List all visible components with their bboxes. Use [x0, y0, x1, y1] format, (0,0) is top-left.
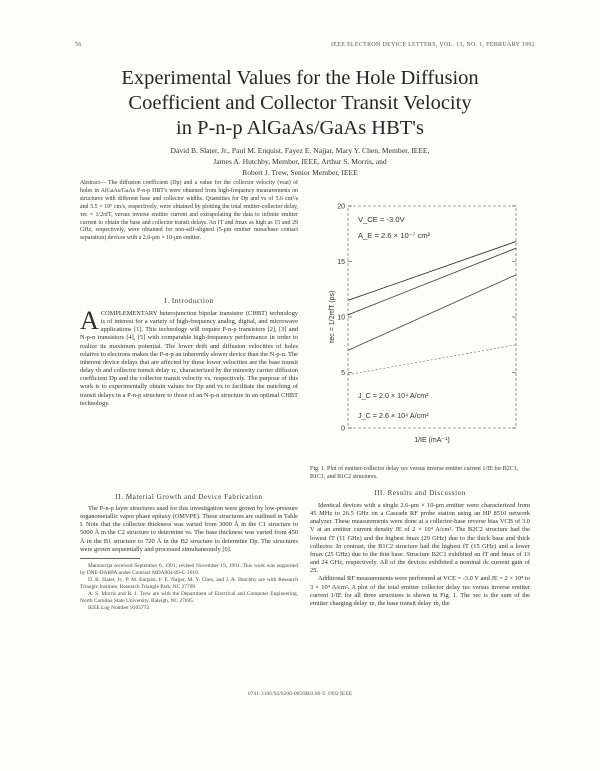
section-heading-results: III. Results and Discussion — [374, 489, 466, 497]
x-axis-label: 1/IE (mA⁻¹) — [414, 437, 450, 444]
emitter-area-annotation: A_E = 2.6 × 10⁻⁷ cm² — [358, 231, 431, 240]
y-tick-label: 20 — [337, 203, 345, 211]
intro-body: heterojunction bipolar transistor (CHBT) technology is of interest for a variety of high-frequency analog, digital, and microwave applications [1]. This technology will require P-n-p transistors [2], [3] and N-p-n transistors [4], [5] with comparable high-frequency performance in order to realize its maximum potential. The lower drift and diffusion velocities of holes relative to electrons makes the P-n-p an inherently slower device than the N-p-n. The inherent device delays that are affected by these lower velocities are the base transit delay τb and collector transit delay τc, characterized by the minority carrier diffusion coefficient Dp and the collector transit velocity vs, respectively. The purpose of this work is to experimentally obtain values for Dp and vs to facilitate the matching of transit delays in a P-n-p structure to those of an N-p-n structure in an optimal CHBT technology. — [80, 310, 298, 407]
footnotes — [80, 563, 298, 612]
vce-annotation: V_CE = -3.0V — [358, 215, 405, 224]
fig1-chart — [312, 200, 530, 462]
y-axis-label: τec = 1/2πfT (ps) — [329, 290, 336, 344]
author-line-2: James A. Hutchby, Member, IEEE, Arthur S. Morris, and — [213, 157, 387, 166]
running-header: IEEE ELECTRON DEVICE LETTERS, VOL. 13, NO. 1, FEBRUARY 1992 — [330, 42, 535, 48]
results-text — [310, 502, 530, 608]
title-line-1: Experimental Values for the Hole Diffusion — [121, 67, 479, 89]
paper-title — [60, 66, 540, 141]
reference-line — [348, 345, 516, 375]
abstract: Abstract— The diffusion coefficient (Dp) and a value for the collector velocity (vsat) of holes in AlGaAs/GaAs P-n-p HBT's were obtained from high-frequency measurements on structures with different base and collector widths. Quantities for Dp and vs of 5.6 cm²/s and 5.5 × 10⁶ cm/s, respectively, were obtained by plotting the total emitter-collector delay, τec = 1/2πfT, versus inverse emitter current and extrapolating the data to infinite emitter current to obtain the base and collector transit delays. An fT and fmax as high as 15 and 29 GHz, respectively, were obtained for non-self-aligned (5-μm emitter mesa/base contact separation) devices with a 2.6-μm × 10-μm emitter. — [80, 180, 298, 242]
series-line-b1c2 — [348, 275, 516, 350]
series-line-b1c1 — [348, 248, 516, 315]
results-paragraph-1: Identical devices with a single 2.6-μm × 10-μm emitter were characterized from 45 MHz to 26.5 GHz on a Cascade RF probe station using an HP 8510 network analyzer. These measurements were done at a collector-base reverse bias VCB of 3.0 V at an emitter current density JE of 2 × 10⁴ A/cm². The B2C2 structure had the lowest fT (11 GHz) and the highest fmax (29 GHz) due to the thick base and thick collector. In contrast, the B1C2 structure had the highest fT (15 GHz) and a lower fmax (25 GHz) due to the thin base. Structure B2C1 exhibited an fT and fmax of 13 and 24 GHz, respectively. All of the devices exhibited a nominal dc current gain of 25. — [310, 502, 530, 575]
author-list — [100, 145, 500, 178]
footnote: IEEE Log Number 9105772. — [88, 605, 151, 611]
section-heading-growth: II. Material Growth and Device Fabrication — [115, 493, 263, 501]
section-heading-introduction: I. Introduction — [164, 297, 214, 305]
y-tick-label: 15 — [337, 259, 345, 266]
results-paragraph-2: Additional RF measurements were performed at VCE = -3.0 V and JE = 2 × 10⁴ to 3 × 10⁴ A/cm². A plot of the total emitter collector delay τec versus inverse emitter current 1/IE for all three structures is shown in Fig. 1. The τec is the sum of the emitter charging delay τe, the base transit delay τb, the — [310, 575, 530, 607]
drop-cap: A — [80, 306, 99, 335]
growth-text — [80, 505, 298, 554]
intro-first-word: COMPLEMENTARY — [100, 310, 158, 317]
footnote: Manuscript received September 6, 1991; revised November 19, 1991. This work was supported by DNE-DARPA under Contract MDA904-89-C-1010. — [80, 563, 298, 576]
footnote-rule — [80, 558, 140, 559]
copyright-line: 0741-3106/92/0200-0056$03.00 © 1992 IEEE — [247, 691, 353, 697]
introduction-text — [80, 306, 298, 408]
footnote: A. S. Morris and R. J. Trew are with the Department of Electrical and Computer Engineering, North Carolina State University, Raleigh, NC 27695. — [80, 591, 298, 604]
jc-annotation-1: J_C = 2.0 × 10⁴ A/cm² — [358, 391, 429, 400]
y-tick-label: 5 — [341, 370, 345, 377]
footnote: D. B. Slater, Jr., P. M. Enquist, F. E. Najjar, M. Y. Chen, and J. A. Hutchby are with Research Triangle Institute, Research Triangle Park, NC 27709. — [80, 577, 298, 590]
author-line-1: David B. Slater, Jr., Paul M. Enquist, Fayez E. Najjar, Mary Y. Chen, Member, IEEE, — [170, 146, 430, 155]
jc-annotation-2: J_C = 2.6 × 10⁴ A/cm² — [358, 411, 429, 420]
growth-paragraph: The P-n-p layer structures used for this investigation were grown by low-pressure organometallic vapor phase epitaxy (OMVPE). These structures are outlined in Table I. Note that the collector thickness was varied from 3000 Å in the C1 structure to 5000 Å in the C2 structure to determine vs. The base thickness was varied from 450 Å in the B1 structure to 720 Å in the B2 structure to determine Dp. The structures were grown sequentially and processed simultaneously [6]. — [80, 505, 299, 553]
title-line-3: in P-n-p AlGaAs/GaAs HBT's — [176, 117, 424, 139]
title-line-2: Coefficient and Collector Transit Velocity — [128, 92, 472, 114]
series-line-b2c1 — [348, 242, 516, 301]
page-number: 56 — [75, 42, 82, 48]
y-tick-label: 0 — [341, 425, 345, 433]
y-tick-label: 10 — [337, 314, 345, 322]
figure-caption: Fig. 1. Plot of emitter-collector delay τec versus inverse emitter current 1/IE for B2C1, B1C1, and B1C2 structures. — [310, 466, 519, 480]
author-line-3: Robert J. Trew, Senior Member, IEEE — [242, 168, 358, 177]
